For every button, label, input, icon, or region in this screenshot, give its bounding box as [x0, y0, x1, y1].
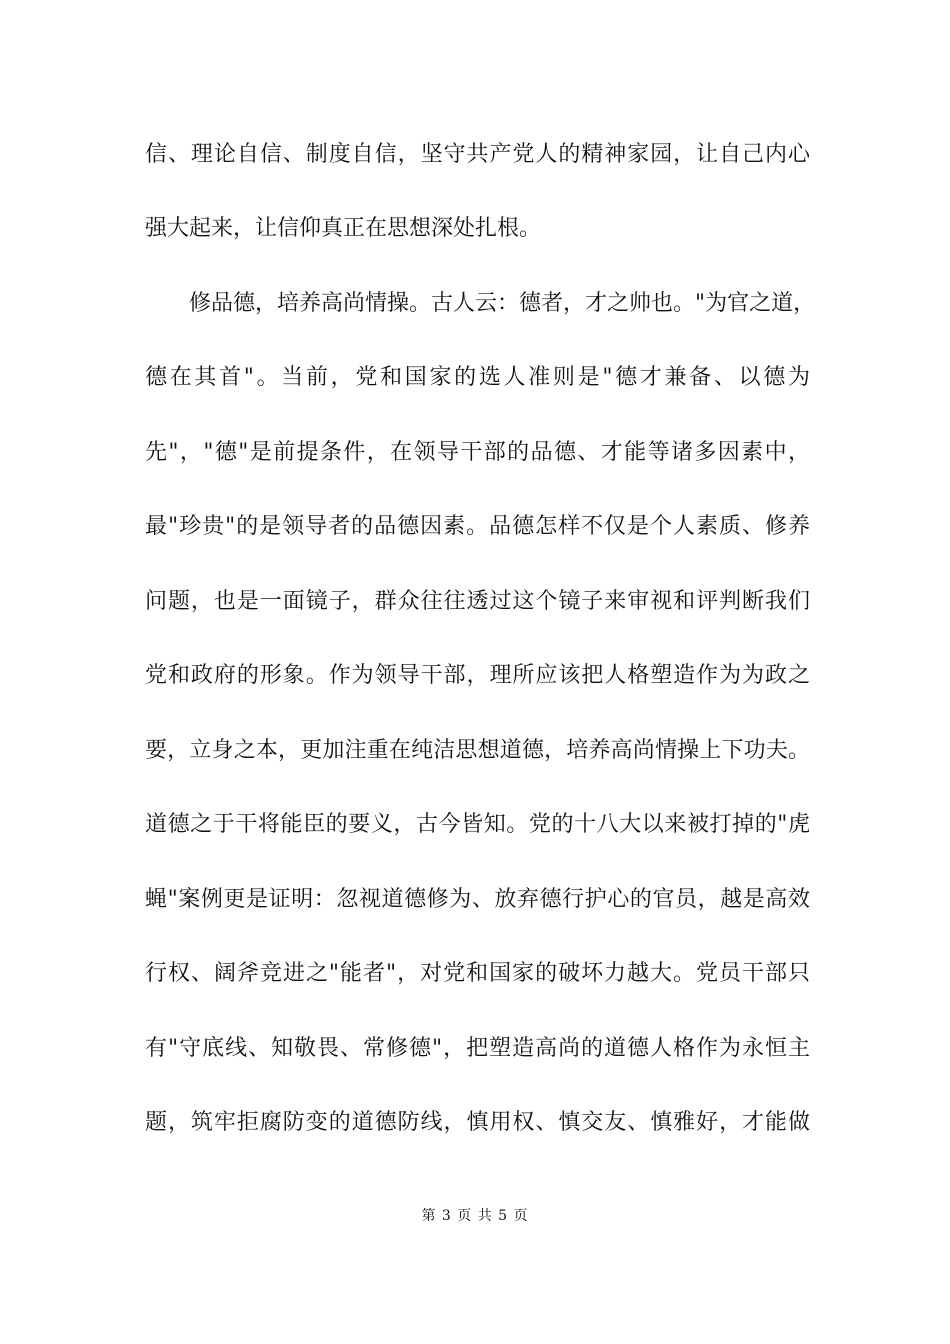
paragraph-line: 行权、阔斧竞进之"能者"，对党和国家的破坏力越大。党员干部只	[145, 961, 810, 986]
paragraph-line: 强大起来，让信仰真正在思想深处扎根。	[145, 216, 542, 241]
paragraph-line: 修品德，培养高尚情操。古人云：德者，才之帅也。"为官之道，	[189, 291, 816, 316]
paragraph-line: 题，筑牢拒腐防变的道德防线，慎用权、慎交友、慎雅好，才能做	[145, 1110, 810, 1135]
page-number-footer: 第 3 页 共 5 页	[421, 1208, 529, 1224]
paragraph-line: 蝇"案例更是证明：忽视道德修为、放弃德行护心的官员，越是高效	[145, 887, 810, 912]
paragraph-line: 要，立身之本，更加注重在纯洁思想道德，培养高尚情操上下功夫。	[145, 738, 810, 763]
paragraph-line: 党和政府的形象。作为领导干部，理所应该把人格塑造作为为政之	[145, 663, 810, 688]
paragraph-line: 道德之于干将能臣的要义，古今皆知。党的十八大以来被打掉的"虎	[145, 812, 810, 837]
paragraph-line: 最"珍贵"的是领导者的品德因素。品德怎样不仅是个人素质、修养	[145, 514, 810, 539]
paragraph-line: 信、理论自信、制度自信，坚守共产党人的精神家园，让自己内心	[145, 142, 810, 167]
paragraph-line: 德在其首"。当前，党和国家的选人准则是"德才兼备、以德为	[145, 365, 810, 390]
paragraph-line: 问题，也是一面镜子，群众往往透过这个镜子来审视和评判断我们	[145, 589, 810, 614]
paragraph-line: 有"守底线、知敬畏、常修德"，把塑造高尚的道德人格作为永恒主	[145, 1036, 810, 1061]
paragraph-line: 先"，"德"是前提条件，在领导干部的品德、才能等诸多因素中，	[145, 440, 810, 465]
